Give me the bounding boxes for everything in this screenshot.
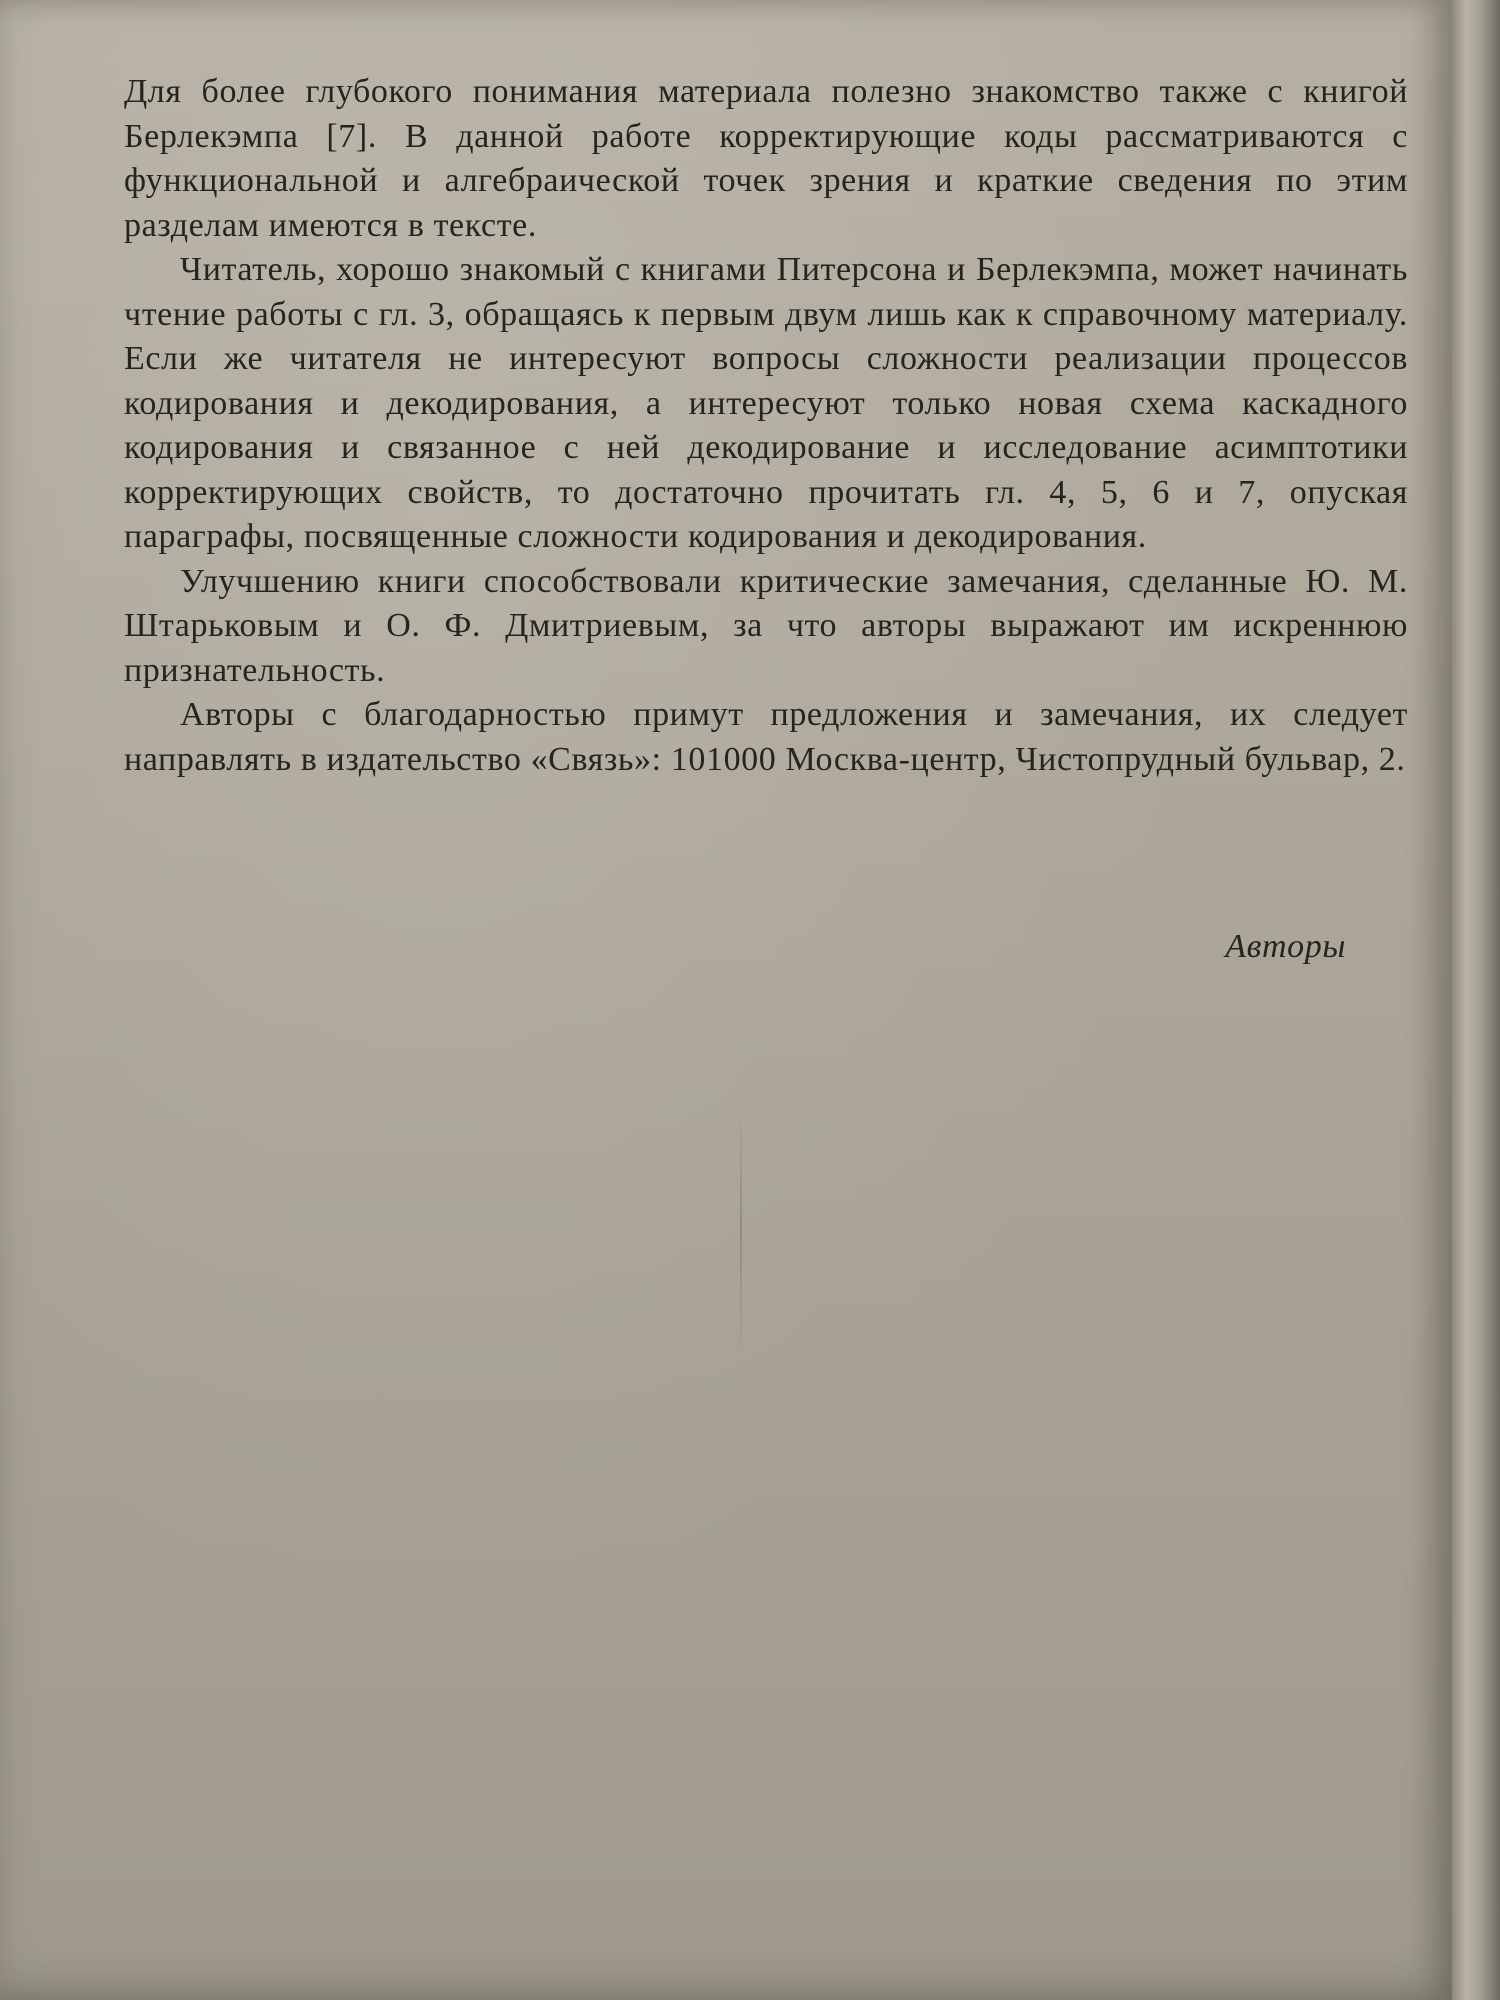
paragraph-reader-guidance: Читатель, хорошо знакомый с книгами Питерсона и Берлекэмпа, может начинать чтение работы с гл. 3, обращаясь к первым двум лишь как к справочному материалу. Если же читателя не интересуют вопросы сложности реализации процессов кодирования и декодирования, а интересуют только новая схема каскадного кодирования и связанное с ней декодирование и исследование асимптотики корректирующих свойств, то достаточно прочитать гл. 4, 5, 6 и 7, опуская параграфы, посвященные сложности кодирования и декодирования. (124, 251, 1408, 555)
book-spine-edge (1452, 0, 1500, 2000)
authors-signature: Авторы (1225, 928, 1346, 965)
paragraph-feedback-address: Авторы с благодарностью примут предложения и замечания, их следует направлять в издательство «Связь»: 101000 Москва-центр, Чистопрудный бульвар, 2. (124, 696, 1408, 778)
paragraph-further-reading: Для более глубокого понимания материала полезно знакомство также с книгой Берлекэмпа [7]. В данной работе корректирующие коды рассматриваются с функциональной и алгебраической точек зрения и краткие сведения по этим разделам имеются в тексте. (124, 73, 1408, 244)
paper-crease (740, 1100, 742, 1360)
page-body (124, 70, 1408, 782)
paragraph-acknowledgements: Улучшению книги способствовали критические замечания, сделанные Ю. М. Штарьковым и О. Ф. Дмитриевым, за что авторы выражают им искреннюю признательность. (124, 562, 1408, 689)
